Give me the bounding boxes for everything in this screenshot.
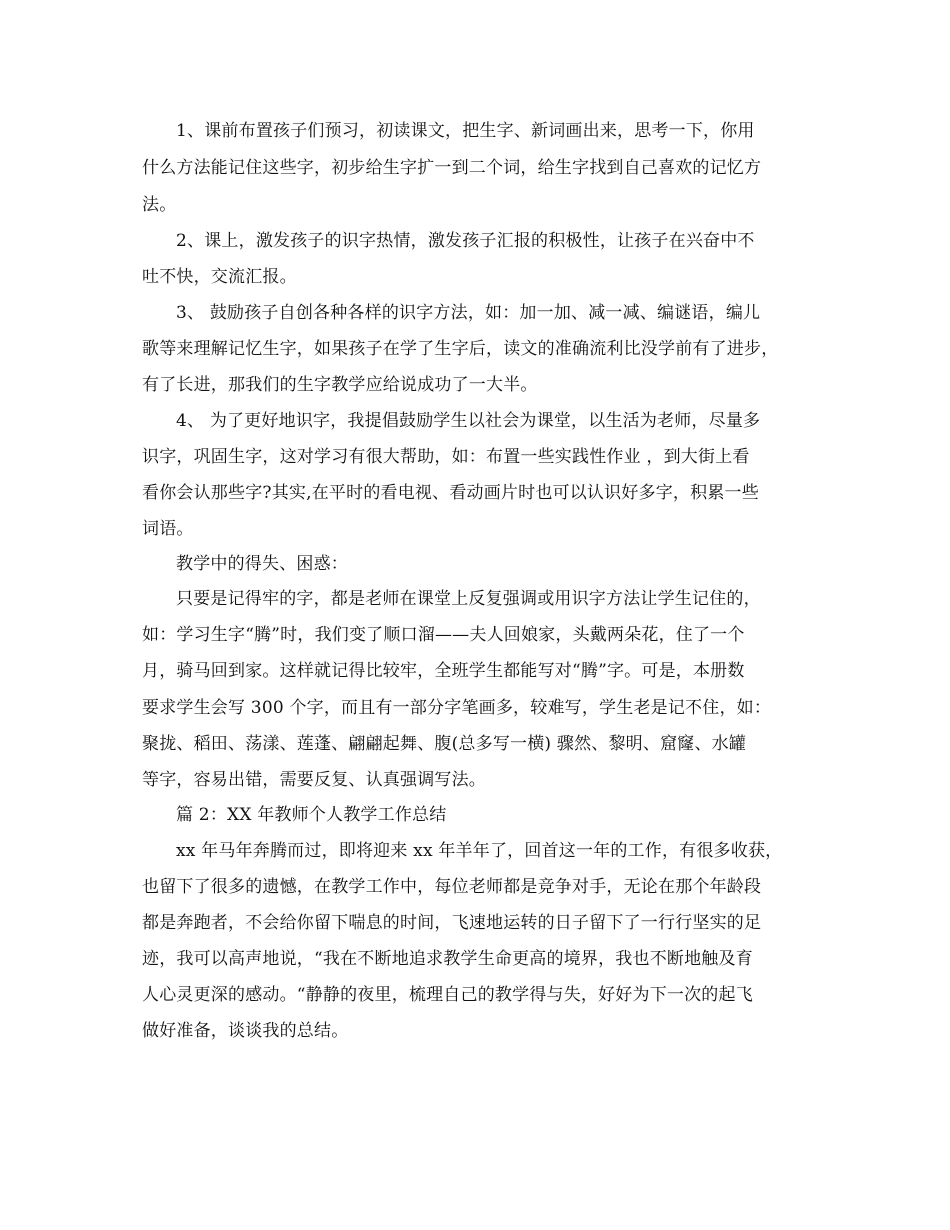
paragraph-line: 看你会认那些字?其实,在平时的看电视、看动画片时也可以认识好多字，积累一些 <box>142 483 759 503</box>
paragraph-line: 也留下了很多的遗憾，在教学工作中，每位老师都是竞争对手，无论在那个年龄段 <box>142 877 762 897</box>
paragraph-line: 只要是记得牢的字，都是老师在课堂上反复强调或用识字方法让学生记住的， <box>176 589 761 609</box>
paragraph-line: 1、课前布置孩子们预习，初读课文，把生字、新词画出来，思考一下，你用 <box>176 121 755 141</box>
paragraph-line: 如：学习生字“腾”时，我们变了顺口溜——夫人回娘家，头戴两朵花，住了一个 <box>142 625 745 645</box>
article-title: 篇 2：XX 年教师个人教学工作总结 <box>176 805 447 825</box>
paragraph-line: 要求学生会写 300 个字，而且有一部分字笔画多，较难写，学生老是记不住，如： <box>142 698 772 718</box>
paragraph-line: 识字，巩固生字，这对学习有很大帮助，如：布置一些实践性作业 ，到大街上看 <box>142 447 750 467</box>
paragraph-line: 等字，容易出错，需要反复、认真强调写法。 <box>142 770 486 790</box>
paragraph-line: 有了长进，那我们的生字教学应给说成功了一大半。 <box>142 375 538 395</box>
paragraph-line: 吐不快，交流汇报。 <box>142 267 297 287</box>
paragraph-line: xx 年马年奔腾而过，即将迎来 xx 年羊年了，回首这一年的工作，有很多收获， <box>176 841 783 861</box>
section-heading: 教学中的得失、困惑： <box>176 554 348 574</box>
paragraph-line: 聚拢、稻田、荡漾、莲蓬、翩翩起舞、腹(总多写一横) 骤然、黎明、窟窿、水罐 <box>142 734 747 754</box>
paragraph-line: 人心灵更深的感动。“静静的夜里，梳理自己的教学得与失，好好为下一次的起飞 <box>142 985 753 1005</box>
paragraph-line: 3、 鼓励孩子自创各种各样的识字方法，如：加一加、减一减、编谜语，编儿 <box>176 303 761 323</box>
paragraph-line: 什么方法能记住这些字，初步给生字扩一到二个词，给生字找到自己喜欢的记忆方 <box>142 158 762 178</box>
paragraph-line: 法。 <box>142 195 177 215</box>
paragraph-line: 迹，我可以高声地说，“我在不断地追求教学生命更高的境界，我也不断地触及育 <box>142 949 753 969</box>
paragraph-line: 都是奔跑者，不会给你留下喘息的时间，飞速地运转的日子留下了一行行坚实的足 <box>142 913 762 933</box>
paragraph-line: 4、 为了更好地识字，我提倡鼓励学生以社会为课堂，以生活为老师，尽量多 <box>176 411 761 431</box>
paragraph-line: 词语。 <box>142 519 194 539</box>
paragraph-line: 歌等来理解记忆生字，如果孩子在学了生字后，读文的准确流利比没学前有了进步， <box>142 339 779 359</box>
paragraph-line: 做好准备，谈谈我的总结。 <box>142 1021 349 1041</box>
paragraph-line: 月，骑马回到家。这样就记得比较牢，全班学生都能写对“腾”字。可是，本册数 <box>142 661 745 681</box>
paragraph-line: 2、课上，激发孩子的识字热情，激发孩子汇报的积极性，让孩子在兴奋中不 <box>176 231 755 251</box>
